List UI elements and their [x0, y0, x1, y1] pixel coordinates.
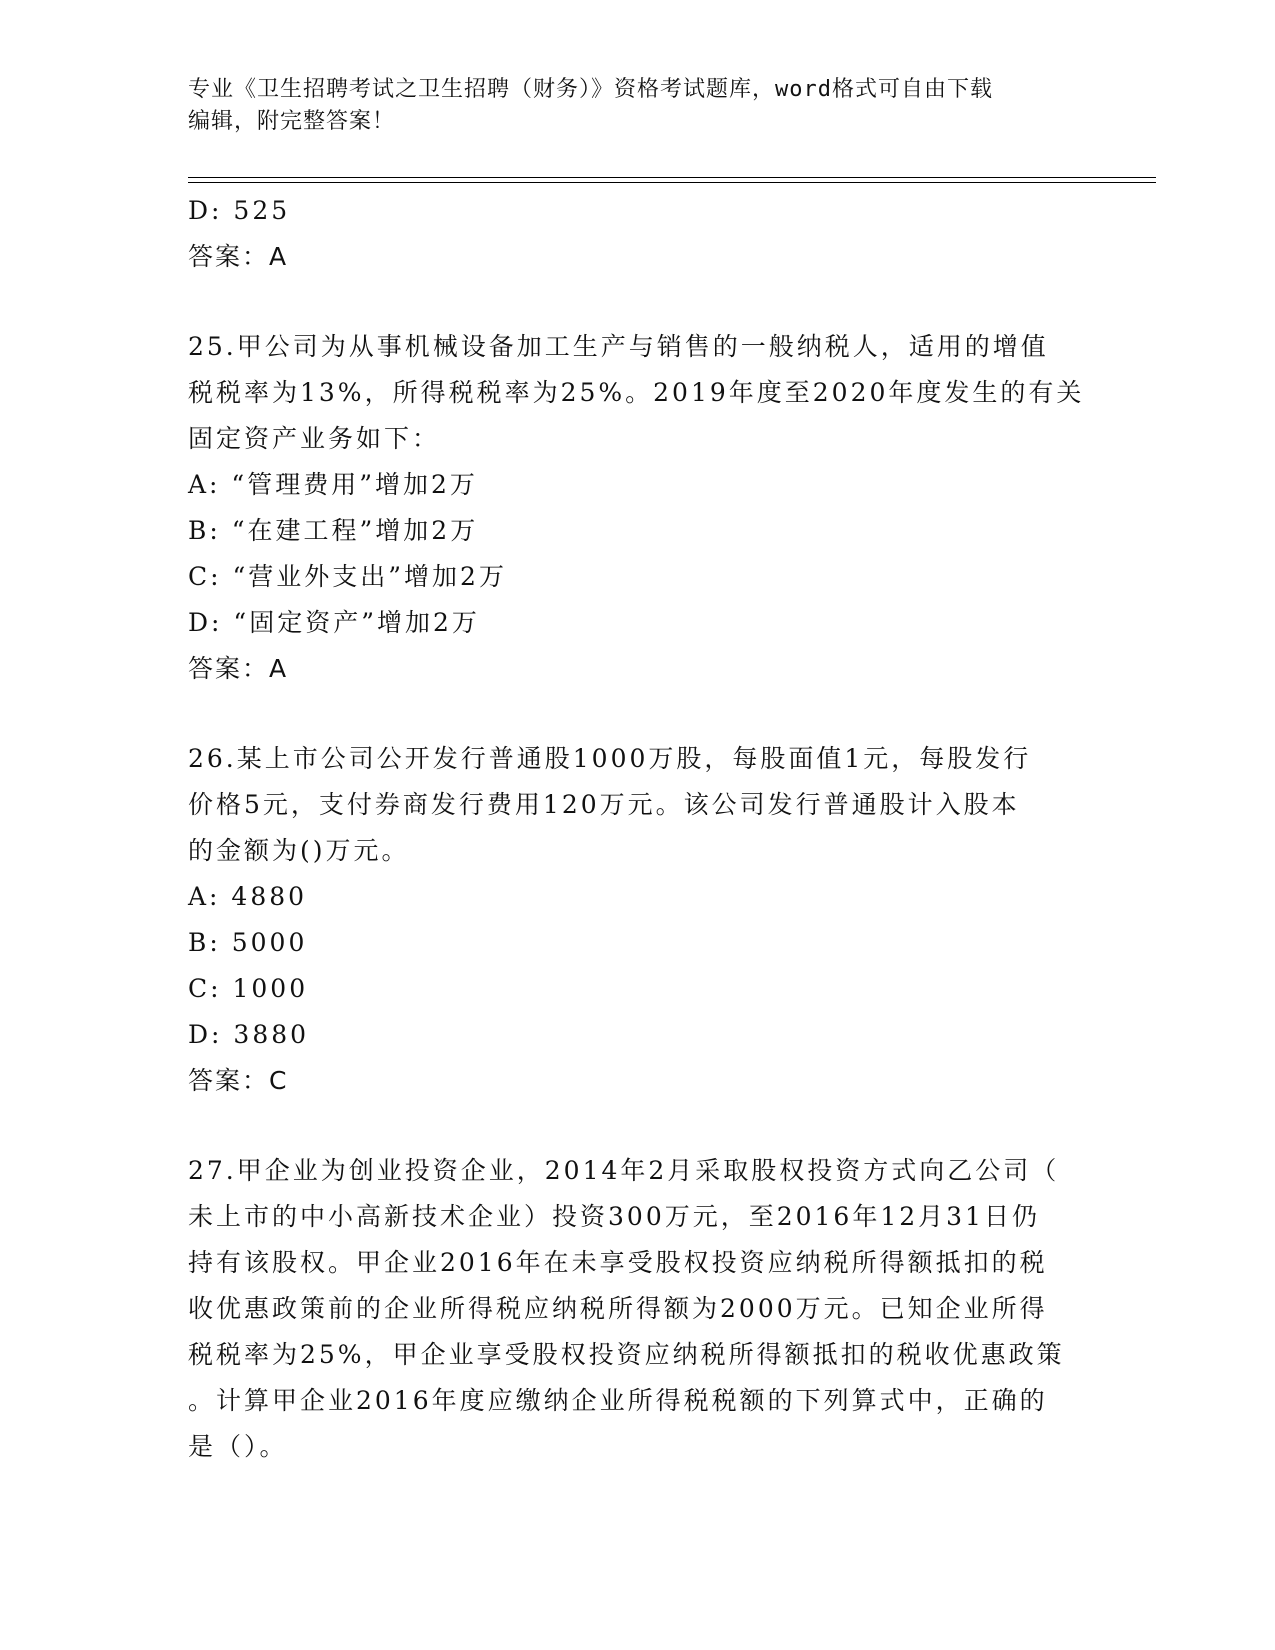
spacer [188, 280, 1088, 324]
option-b: B: 5000 [188, 928, 308, 957]
spacer [188, 692, 1088, 736]
question-text-line: 未上市的中小高新技术企业）投资300万元，至2016年12月31日仍 [188, 1202, 1040, 1231]
question-text-line: 26.某上市公司公开发行普通股1000万股，每股面值1元，每股发行 [188, 744, 1032, 773]
question-25 [188, 324, 1088, 692]
question-26 [188, 736, 1088, 1104]
option-d: D: 525 [188, 196, 291, 225]
question-text-line: 税税率为25%，甲企业享受股权投资应纳税所得额抵扣的税收优惠政策 [188, 1340, 1065, 1369]
option-d: D: 3880 [188, 1020, 310, 1049]
question-text-line: 价格5元，支付券商发行费用120万元。该公司发行普通股计入股本 [188, 790, 1020, 819]
question-text-line: 27.甲企业为创业投资企业，2014年2月采取股权投资方式向乙公司（ [188, 1156, 1060, 1185]
answer-line: 答案：C [188, 1066, 289, 1095]
header-rule-bottom [188, 182, 1156, 183]
document-header [188, 74, 1068, 138]
question-text-line: 25.甲公司为从事机械设备加工生产与销售的一般纳税人，适用的增值 [188, 332, 1049, 361]
header-rule-top [188, 177, 1156, 178]
document-body [188, 188, 1088, 1470]
question-text-line: 是（）。 [188, 1432, 288, 1461]
question-text-line: 的金额为()万元。 [188, 836, 410, 865]
option-b: B: “在建工程”增加2万 [188, 516, 479, 545]
option-c: C: “营业外支出”增加2万 [188, 562, 507, 591]
question-text-line: 收优惠政策前的企业所得税应纳税所得额为2000万元。已知企业所得 [188, 1294, 1048, 1323]
header-line-1: 专业《卫生招聘考试之卫生招聘（财务）》资格考试题库，word格式可自由下载 [188, 77, 993, 102]
question-27 [188, 1148, 1088, 1470]
option-a: A: “管理费用”增加2万 [188, 470, 478, 499]
answer-line: 答案：A [188, 242, 289, 271]
question-text-line: 固定资产业务如下： [188, 424, 441, 453]
option-a: A: 4880 [188, 882, 308, 911]
previous-question-tail [188, 188, 1088, 280]
option-c: C: 1000 [188, 974, 309, 1003]
header-line-2: 编辑，附完整答案！ [188, 109, 396, 134]
spacer [188, 1104, 1088, 1148]
question-text-line: 税税率为13%，所得税税率为25%。2019年度至2020年度发生的有关 [188, 378, 1085, 407]
question-text-line: 持有该股权。甲企业2016年在未享受股权投资应纳税所得额抵扣的税 [188, 1248, 1048, 1277]
answer-line: 答案：A [188, 654, 289, 683]
question-text-line: 。计算甲企业2016年度应缴纳企业所得税税额的下列算式中，正确的 [188, 1386, 1048, 1415]
option-d: D: “固定资产”增加2万 [188, 608, 480, 637]
